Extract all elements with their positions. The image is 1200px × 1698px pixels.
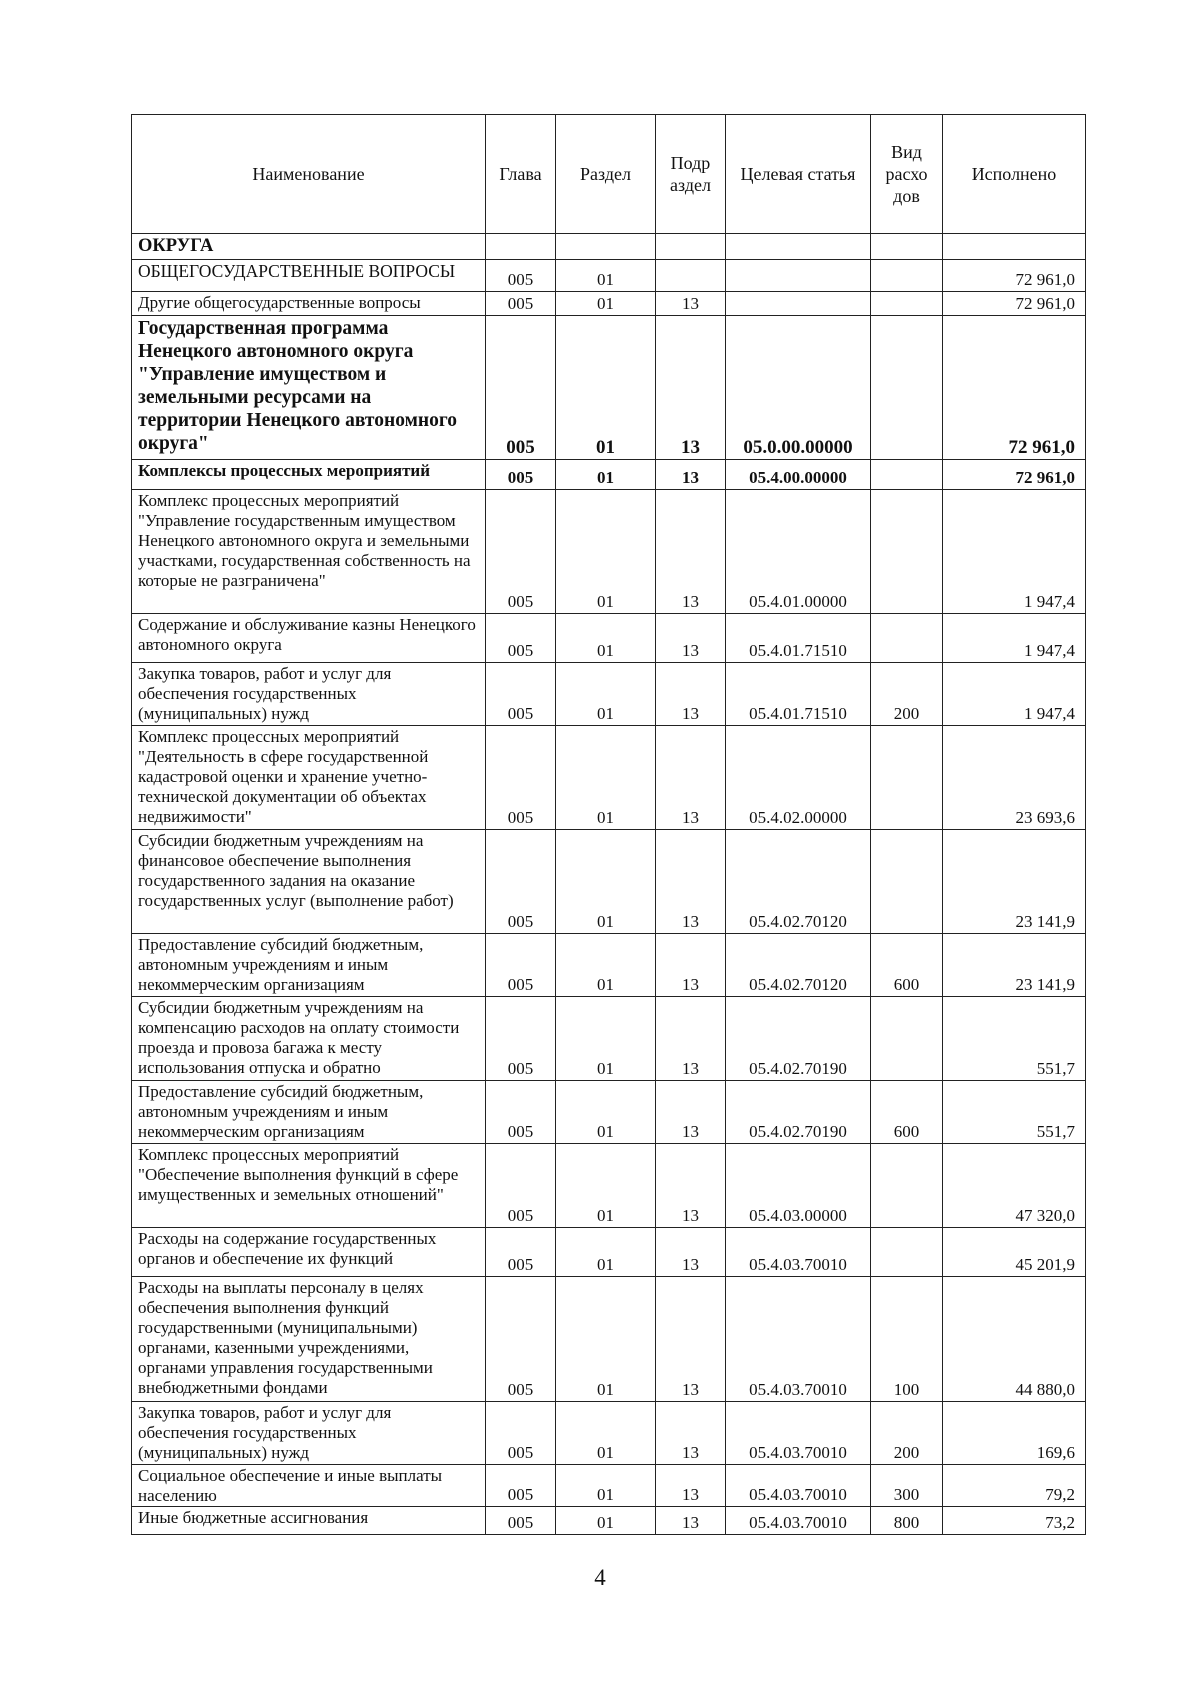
row-podrazdel: 13 xyxy=(656,614,726,663)
row-glava: 005 xyxy=(486,726,556,830)
row-razdel: 01 xyxy=(556,1144,656,1228)
row-glava: 005 xyxy=(486,460,556,490)
row-podrazdel: 13 xyxy=(656,726,726,830)
row-tselevaya-statya: 05.4.01.71510 xyxy=(726,614,871,663)
page-number: 4 xyxy=(594,1565,606,1590)
row-podrazdel: 13 xyxy=(656,1144,726,1228)
row-razdel: 01 xyxy=(556,1402,656,1465)
row-vid-rashodov: 100 xyxy=(871,1277,943,1402)
row-podrazdel: 13 xyxy=(656,460,726,490)
row-vid-rashodov xyxy=(871,460,943,490)
row-razdel: 01 xyxy=(556,934,656,997)
row-name: Государственная программа Ненецкого автономного округа "Управление имуществом и земельными ресурсами на территории Ненецкого автономного округа" xyxy=(132,316,486,460)
row-razdel: 01 xyxy=(556,1277,656,1402)
row-podrazdel: 13 xyxy=(656,663,726,726)
row-razdel: 01 xyxy=(556,663,656,726)
table-row xyxy=(132,1277,1086,1402)
row-ispolneno: 23 141,9 xyxy=(943,934,1086,997)
row-glava: 005 xyxy=(486,292,556,316)
row-tselevaya-statya: 05.4.00.00000 xyxy=(726,460,871,490)
row-tselevaya-statya: 05.4.02.00000 xyxy=(726,726,871,830)
row-vid-rashodov: 800 xyxy=(871,1507,943,1535)
row-vid-rashodov xyxy=(871,614,943,663)
row-podrazdel: 13 xyxy=(656,934,726,997)
row-podrazdel: 13 xyxy=(656,830,726,934)
row-glava: 005 xyxy=(486,663,556,726)
row-tselevaya-statya xyxy=(726,260,871,292)
row-glava: 005 xyxy=(486,1144,556,1228)
row-tselevaya-statya: 05.4.02.70120 xyxy=(726,934,871,997)
row-podrazdel: 13 xyxy=(656,316,726,460)
row-tselevaya-statya: 05.4.02.70120 xyxy=(726,830,871,934)
header-vid-rashodov: Вид расхо дов xyxy=(871,115,943,234)
row-podrazdel: 13 xyxy=(656,1465,726,1507)
row-razdel: 01 xyxy=(556,997,656,1081)
row-razdel: 01 xyxy=(556,1507,656,1535)
row-glava: 005 xyxy=(486,1402,556,1465)
row-ispolneno xyxy=(943,234,1086,260)
row-name: Субсидии бюджетным учреждениям на финансовое обеспечение выполнения государственного задания на оказание государственных услуг (выполнение работ) xyxy=(132,830,486,934)
row-ispolneno: 45 201,9 xyxy=(943,1228,1086,1277)
row-glava: 005 xyxy=(486,1228,556,1277)
row-glava: 005 xyxy=(486,1081,556,1144)
header-name: Наименование xyxy=(132,115,486,234)
row-glava: 005 xyxy=(486,1277,556,1402)
row-tselevaya-statya: 05.4.03.70010 xyxy=(726,1402,871,1465)
table-row xyxy=(132,726,1086,830)
row-razdel: 01 xyxy=(556,490,656,614)
row-vid-rashodov xyxy=(871,490,943,614)
table-row xyxy=(132,997,1086,1081)
header-tselevaya-statya: Целевая статья xyxy=(726,115,871,234)
row-vid-rashodov: 300 xyxy=(871,1465,943,1507)
table-row xyxy=(132,460,1086,490)
row-tselevaya-statya: 05.4.02.70190 xyxy=(726,997,871,1081)
row-tselevaya-statya: 05.4.03.70010 xyxy=(726,1465,871,1507)
table-row xyxy=(132,234,1086,260)
row-glava: 005 xyxy=(486,614,556,663)
row-ispolneno: 72 961,0 xyxy=(943,292,1086,316)
row-tselevaya-statya: 05.4.03.70010 xyxy=(726,1277,871,1402)
row-name: Предоставление субсидий бюджетным, автономным учреждениям и иным некоммерческим организациям xyxy=(132,1081,486,1144)
budget-table xyxy=(131,114,1086,1535)
row-podrazdel: 13 xyxy=(656,1402,726,1465)
row-vid-rashodov xyxy=(871,726,943,830)
table-row xyxy=(132,830,1086,934)
row-name: Предоставление субсидий бюджетным, автономным учреждениям и иным некоммерческим организациям xyxy=(132,934,486,997)
row-tselevaya-statya: 05.4.03.00000 xyxy=(726,1144,871,1228)
row-ispolneno: 72 961,0 xyxy=(943,460,1086,490)
row-ispolneno: 1 947,4 xyxy=(943,614,1086,663)
table-row xyxy=(132,1144,1086,1228)
row-tselevaya-statya: 05.0.00.00000 xyxy=(726,316,871,460)
row-ispolneno: 23 693,6 xyxy=(943,726,1086,830)
row-name: Социальное обеспечение и иные выплаты населению xyxy=(132,1465,486,1507)
row-ispolneno: 47 320,0 xyxy=(943,1144,1086,1228)
row-vid-rashodov xyxy=(871,1144,943,1228)
row-name: ОКРУГА xyxy=(132,234,486,260)
row-ispolneno: 551,7 xyxy=(943,997,1086,1081)
table-row xyxy=(132,260,1086,292)
row-podrazdel: 13 xyxy=(656,1507,726,1535)
row-glava: 005 xyxy=(486,490,556,614)
row-name: ОБЩЕГОСУДАРСТВЕННЫЕ ВОПРОСЫ xyxy=(132,260,486,292)
row-tselevaya-statya: 05.4.01.00000 xyxy=(726,490,871,614)
table-row xyxy=(132,1507,1086,1535)
row-tselevaya-statya: 05.4.03.70010 xyxy=(726,1228,871,1277)
row-vid-rashodov xyxy=(871,260,943,292)
row-ispolneno: 72 961,0 xyxy=(943,260,1086,292)
row-glava: 005 xyxy=(486,1507,556,1535)
row-name: Содержание и обслуживание казны Ненецкого автономного округа xyxy=(132,614,486,663)
row-razdel: 01 xyxy=(556,316,656,460)
row-razdel: 01 xyxy=(556,726,656,830)
row-vid-rashodov xyxy=(871,234,943,260)
row-podrazdel: 13 xyxy=(656,1277,726,1402)
row-razdel: 01 xyxy=(556,830,656,934)
table-row xyxy=(132,663,1086,726)
table-row xyxy=(132,1228,1086,1277)
row-podrazdel xyxy=(656,260,726,292)
row-tselevaya-statya: 05.4.03.70010 xyxy=(726,1507,871,1535)
row-name: Комплексы процессных мероприятий xyxy=(132,460,486,490)
row-razdel: 01 xyxy=(556,292,656,316)
row-ispolneno: 551,7 xyxy=(943,1081,1086,1144)
row-vid-rashodov xyxy=(871,997,943,1081)
row-name: Другие общегосударственные вопросы xyxy=(132,292,486,316)
row-razdel xyxy=(556,234,656,260)
row-glava: 005 xyxy=(486,997,556,1081)
row-razdel: 01 xyxy=(556,1081,656,1144)
row-razdel: 01 xyxy=(556,260,656,292)
row-podrazdel: 13 xyxy=(656,292,726,316)
table-row xyxy=(132,614,1086,663)
row-glava: 005 xyxy=(486,830,556,934)
row-name: Расходы на выплаты персоналу в целях обеспечения выполнения функций государственными (муниципальными) органами, казенными учреждениями, органами управления государственными внебюджетными фондами xyxy=(132,1277,486,1402)
row-vid-rashodov xyxy=(871,292,943,316)
row-name: Комплекс процессных мероприятий "Обеспечение выполнения функций в сфере имущественных и земельных отношений" xyxy=(132,1144,486,1228)
row-ispolneno: 44 880,0 xyxy=(943,1277,1086,1402)
header-glava: Глава xyxy=(486,115,556,234)
row-ispolneno: 1 947,4 xyxy=(943,490,1086,614)
row-razdel: 01 xyxy=(556,1228,656,1277)
row-podrazdel: 13 xyxy=(656,1081,726,1144)
row-tselevaya-statya xyxy=(726,292,871,316)
header-podrazdel: Подр аздел xyxy=(656,115,726,234)
table-row xyxy=(132,1465,1086,1507)
row-ispolneno: 73,2 xyxy=(943,1507,1086,1535)
row-razdel: 01 xyxy=(556,614,656,663)
row-glava: 005 xyxy=(486,1465,556,1507)
row-ispolneno: 1 947,4 xyxy=(943,663,1086,726)
row-name: Субсидии бюджетным учреждениям на компенсацию расходов на оплату стоимости проезда и провоза багажа к месту использования отпуска и обратно xyxy=(132,997,486,1081)
row-tselevaya-statya: 05.4.01.71510 xyxy=(726,663,871,726)
row-razdel: 01 xyxy=(556,460,656,490)
row-ispolneno: 72 961,0 xyxy=(943,316,1086,460)
row-podrazdel: 13 xyxy=(656,490,726,614)
row-glava: 005 xyxy=(486,316,556,460)
row-vid-rashodov: 600 xyxy=(871,934,943,997)
row-ispolneno: 23 141,9 xyxy=(943,830,1086,934)
row-vid-rashodov xyxy=(871,1228,943,1277)
row-name: Закупка товаров, работ и услуг для обеспечения государственных (муниципальных) нужд xyxy=(132,663,486,726)
row-glava: 005 xyxy=(486,260,556,292)
row-name: Комплекс процессных мероприятий "Управление государственным имуществом Ненецкого автономного округа и земельными участками, государственная собственность на которые не разграничена" xyxy=(132,490,486,614)
row-vid-rashodov: 200 xyxy=(871,1402,943,1465)
row-name: Расходы на содержание государственных органов и обеспечение их функций xyxy=(132,1228,486,1277)
table-row xyxy=(132,490,1086,614)
header-ispolneno: Исполнено xyxy=(943,115,1086,234)
row-glava: 005 xyxy=(486,934,556,997)
row-podrazdel: 13 xyxy=(656,1228,726,1277)
table-row xyxy=(132,1402,1086,1465)
row-podrazdel xyxy=(656,234,726,260)
table-header-row xyxy=(132,115,1086,234)
row-ispolneno: 169,6 xyxy=(943,1402,1086,1465)
row-name: Комплекс процессных мероприятий "Деятельность в сфере государственной кадастровой оценки и хранение учетно-технической документации об объектах недвижимости" xyxy=(132,726,486,830)
table-row xyxy=(132,292,1086,316)
row-name: Иные бюджетные ассигнования xyxy=(132,1507,486,1535)
row-tselevaya-statya xyxy=(726,234,871,260)
row-name: Закупка товаров, работ и услуг для обеспечения государственных (муниципальных) нужд xyxy=(132,1402,486,1465)
table-row xyxy=(132,934,1086,997)
row-razdel: 01 xyxy=(556,1465,656,1507)
row-vid-rashodov xyxy=(871,830,943,934)
row-vid-rashodov: 600 xyxy=(871,1081,943,1144)
row-podrazdel: 13 xyxy=(656,997,726,1081)
row-tselevaya-statya: 05.4.02.70190 xyxy=(726,1081,871,1144)
row-ispolneno: 79,2 xyxy=(943,1465,1086,1507)
header-razdel: Раздел xyxy=(556,115,656,234)
row-glava xyxy=(486,234,556,260)
row-vid-rashodov: 200 xyxy=(871,663,943,726)
table-row xyxy=(132,316,1086,460)
row-vid-rashodov xyxy=(871,316,943,460)
table-row xyxy=(132,1081,1086,1144)
